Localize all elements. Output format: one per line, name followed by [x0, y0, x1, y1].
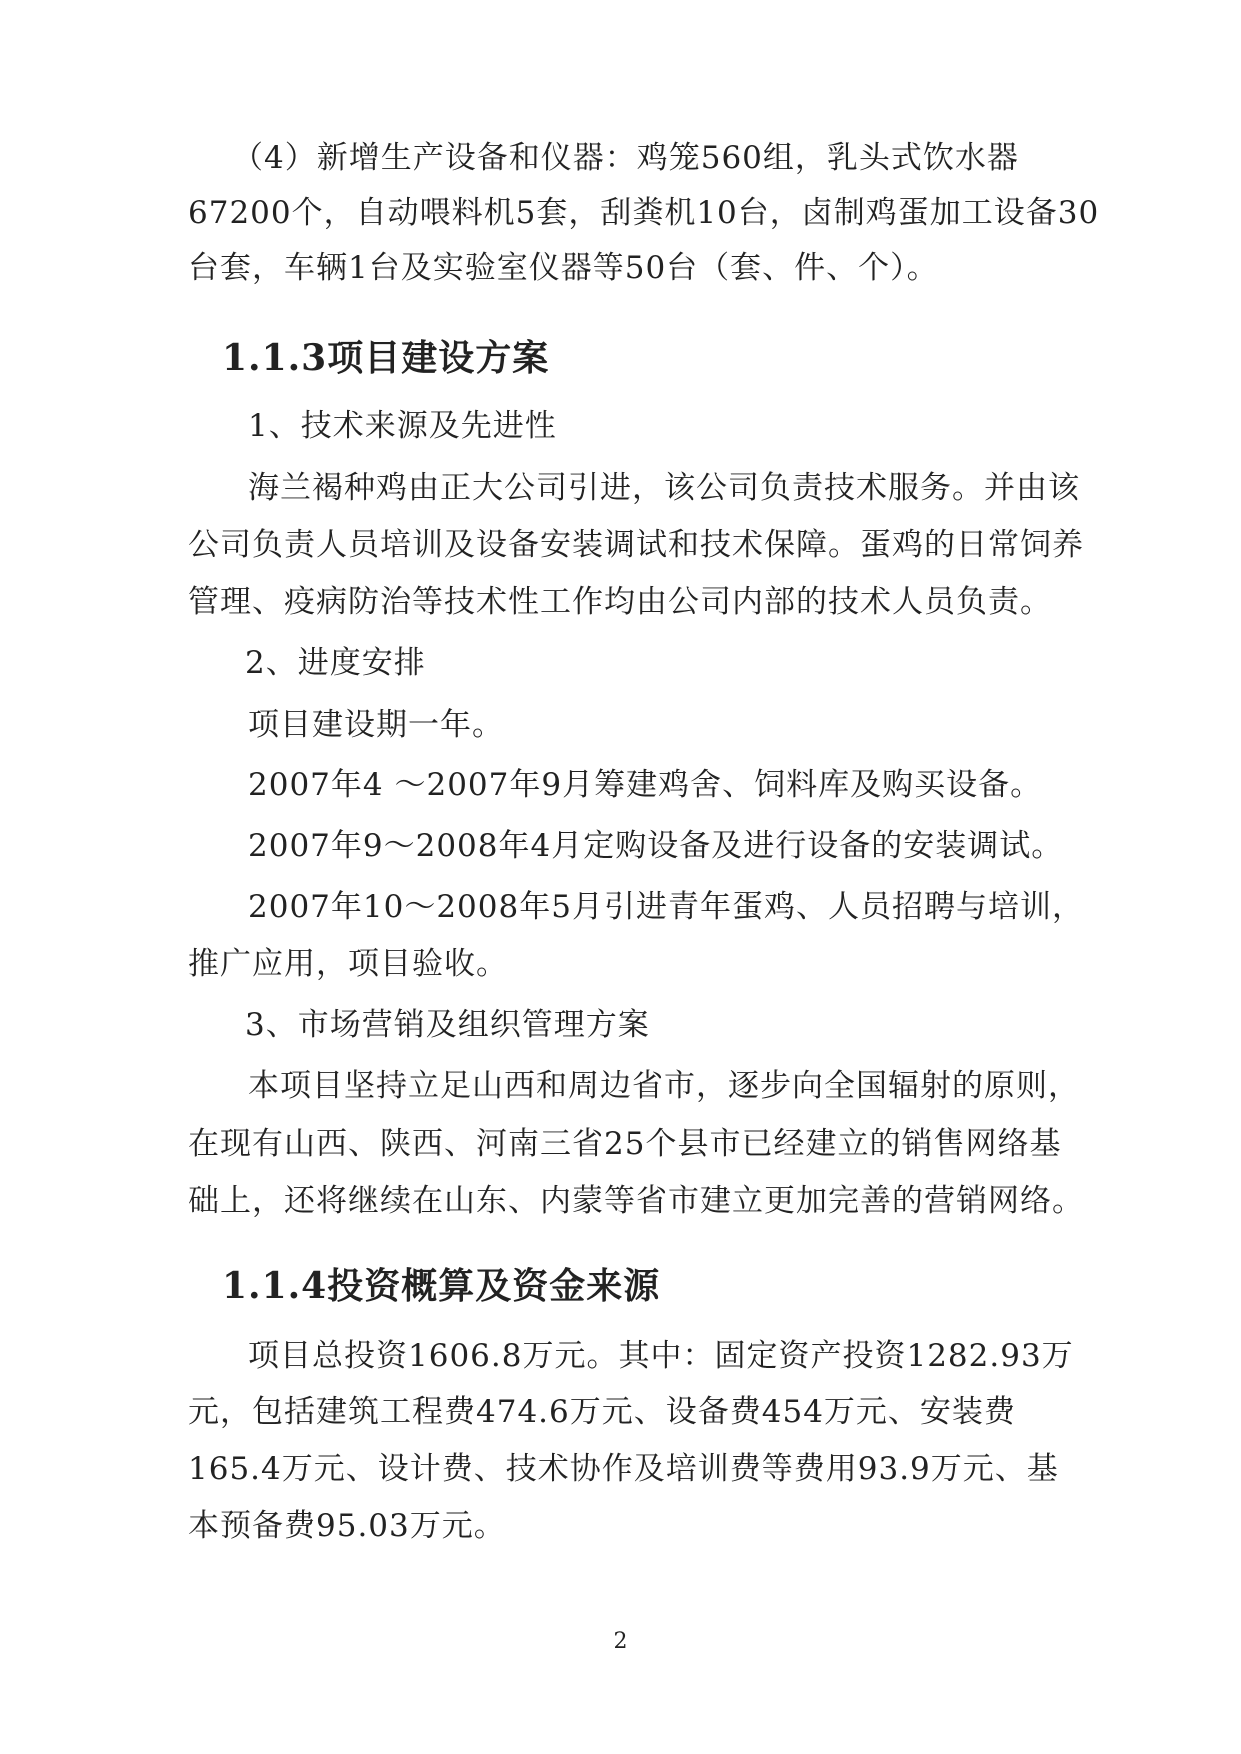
schedule-line: 2007年9～2008年4月定购设备及进行设备的安装调试。 [248, 828, 1064, 864]
paragraph-line: （4）新增生产设备和仪器：鸡笼560组，乳头式饮水器 [232, 140, 1019, 176]
schedule-line: 2007年10～2008年5月引进青年蛋鸡、人员招聘与培训， [248, 889, 1084, 925]
subsection-title: 3、市场营销及组织管理方案 [245, 1007, 650, 1043]
paragraph-line: 公司负责人员培训及设备安装调试和技术保障。蛋鸡的日常饲养 [188, 527, 1084, 563]
paragraph-line: 项目建设期一年。 [248, 707, 504, 743]
paragraph-line: 本项目坚持立足山西和周边省市，逐步向全国辐射的原则， [248, 1068, 1080, 1104]
paragraph-line: 在现有山西、陕西、河南三省25个县市已经建立的销售网络基 [188, 1126, 1062, 1162]
paragraph-line: 165.4万元、设计费、技术协作及培训费等费用93.9万元、基 [188, 1451, 1059, 1487]
subsection-title: 2、进度安排 [245, 645, 426, 681]
paragraph-line: 推广应用，项目验收。 [188, 946, 508, 982]
subsection-title: 1、技术来源及先进性 [248, 408, 557, 444]
paragraph-line: 础上，还将继续在山东、内蒙等省市建立更加完善的营销网络。 [188, 1183, 1084, 1219]
page-number: 2 [613, 1629, 628, 1654]
paragraph-line: 管理、疫病防治等技术性工作均由公司内部的技术人员负责。 [188, 584, 1052, 620]
paragraph-line: 海兰褐种鸡由正大公司引进，该公司负责技术服务。并由该 [248, 470, 1080, 506]
section-heading: 1.1.3项目建设方案 [222, 337, 550, 379]
paragraph-line: 67200个，自动喂料机5套，刮粪机10台，卤制鸡蛋加工设备30 [188, 195, 1100, 231]
paragraph-line: 本预备费95.03万元。 [188, 1508, 506, 1544]
paragraph-line: 台套，车辆1台及实验室仪器等50台（套、件、个）。 [188, 250, 939, 286]
paragraph-line: 项目总投资1606.8万元。其中：固定资产投资1282.93万 [248, 1338, 1074, 1374]
schedule-line: 2007年4 ～2007年9月筹建鸡舍、饲料库及购买设备。 [248, 767, 1043, 803]
paragraph-line: 元，包括建筑工程费474.6万元、设备费454万元、安装费 [188, 1394, 1016, 1430]
section-heading: 1.1.4投资概算及资金来源 [222, 1265, 661, 1307]
